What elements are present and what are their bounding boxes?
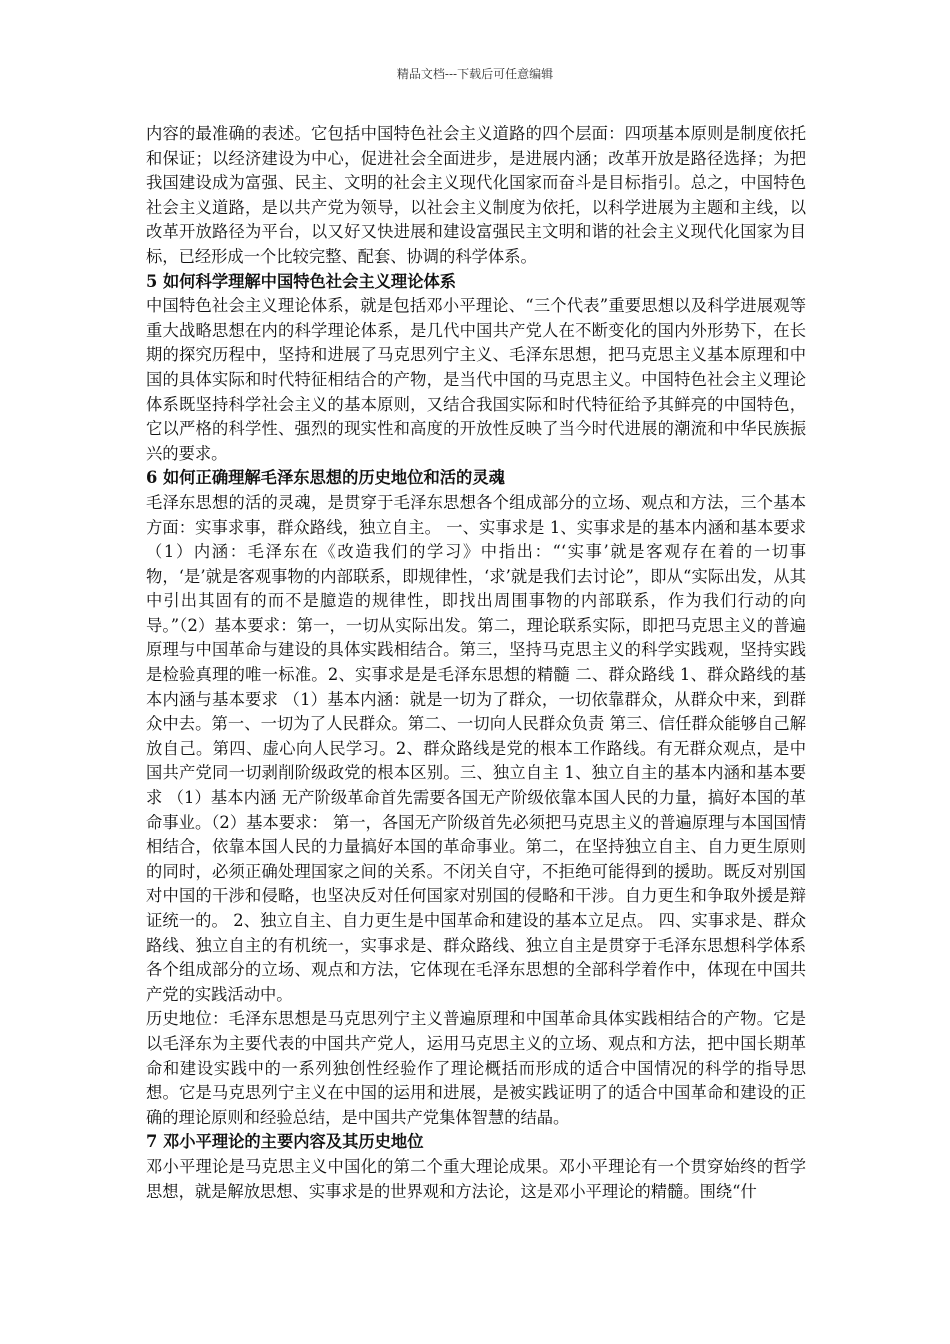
heading-section-6: 6 如何正确理解毛泽东思想的历史地位和活的灵魂 bbox=[146, 468, 505, 488]
paragraph-theory-system: 中国特色社会主义理论体系，就是包括邓小平理论、“三个代表”重要思想以及科学进展观等重大战略思想在内的科学理论体系，是几代中国共产党人在不断变化的国内外形势下，在长期的探究历程中，坚持和进展了马克思列宁主义、毛泽东思想，把马克思主义基本原理和中国的具体实际和时代特征相结合的产物，是当代中国的马克思主义。中国特色社会主义理论体系既坚持科学社会主义的基本原则，又结合我国实际和时代特征给予其鲜亮的中国特色，它以严格的科学性、强烈的现实性和高度的开放性反映了当今时代进展的潮流和中华民族振兴的要求。 bbox=[146, 296, 806, 463]
paragraph-socialist-road-summary: 内容的最准确的表述。它包括中国特色社会主义道路的四个层面：四项基本原则是制度依托和保证；以经济建设为中心，促进社会全面进步，是进展内涵；改革开放是路径选择；为把我国建设成为富强、民主、文明的社会主义现代化国家而奋斗是目标指引。总之，中国特色社会主义道路，是以共产党为领导，以社会主义制度为依托，以科学进展为主题和主线，以改革开放路径为平台，以又好又快进展和建设富强民主文明和谐的社会主义现代化国家为目标，已经形成一个比较完整、配套、协调的科学体系。 bbox=[146, 124, 806, 266]
paragraph-historical-status: 历史地位：毛泽东思想是马克思列宁主义普遍原理和中国革命具体实践相结合的产物。它是以毛泽东为主要代表的中国共产党人，运用马克思主义的立场、观点和方法，把中国长期革命和建设实践中的一系列独创性经验作了理论概括而形成的适合中国情况的科学的指导思想。它是马克思列宁主义在中国的运用和进展，是被实践证明了的适合中国革命和建设的正确的理论原则和经验总结，是中国共产党集体智慧的结晶。 bbox=[146, 1009, 806, 1127]
paragraph-deng-theory: 邓小平理论是马克思主义中国化的第二个重大理论成果。邓小平理论有一个贯穿始终的哲学思想，就是解放思想、实事求是的世界观和方法论，这是邓小平理论的精髓。围绕“什 bbox=[146, 1156, 806, 1201]
document-body bbox=[146, 122, 806, 1204]
heading-section-7: 7 邓小平理论的主要内容及其历史地位 bbox=[146, 1132, 424, 1152]
heading-section-5: 5 如何科学理解中国特色社会主义理论体系 bbox=[146, 271, 457, 291]
page-header: 精品文档---下载后可任意编辑 bbox=[396, 67, 554, 81]
paragraph-living-soul: 毛泽东思想的活的灵魂，是贯穿于毛泽东思想各个组成部分的立场、观点和方法，三个基本方面：实事求事，群众路线，独立自主。 一、实事求是 1、实事求是的基本内涵和基本要求（1）内涵：毛泽东在《改造我们的学习》中指出：“‘实事’就是客观存在着的一切事物，‘是’就是客观事物的内部联系，即规律性，‘求’就是我们去讨论”，即从“实际出发，从其中引出其固有的而不是臆造的规律性，即找出周围事物的内部联系，作为我们行动的向导。”（2）基本要求：第一，一切从实际出发。第二，理论联系实际，即把马克思主义的普遍原理与中国革命与建设的具体实践相结合。第三，坚持马克思主义的科学实践观，坚持实践是检验真理的唯一标准。2、实事求是是毛泽东思想的精髓 二、群众路线 1、群众路线的基本内涵与基本要求 （1）基本内涵：就是一切为了群众，一切依靠群众，从群众中来，到群众中去。第一、一切为了人民群众。第二、一切向人民群众负责 第三、信任群众能够自己解放自己。第四、虚心向人民学习。2、群众路线是党的根本工作路线。有无群众观点，是中国共产党同一切剥削阶级政党的根本区别。三、独立自主 1、独立自主的基本内涵和基本要求 （1）基本内涵 无产阶级革命首先需要各国无产阶级依靠本国人民的力量，搞好本国的革命事业。（2）基本要求： 第一，各国无产阶级首先必须把马克思主义的普遍原理与本国国情相结合，依靠本国人民的力量搞好本国的革命事业。第二，在坚持独立自主、自力更生原则的同时，必须正确处理国家之间的关系。不闭关自守，不拒绝可能得到的援助。既反对别国对中国的干涉和侵略，也坚决反对任何国家对别国的侵略和干涉。自力更生和争取外援是辩证统一的。 2、独立自主、自力更生是中国革命和建设的基本立足点。 四、实事求是、群众路线、独立自主的有机统一，实事求是、群众路线、独立自主是贯穿于毛泽东思想科学体系各个组成部分的立场、观点和方法，它体现在毛泽东思想的全部科学着作中，体现在中国共产党的实践活动中。 bbox=[146, 492, 806, 1004]
